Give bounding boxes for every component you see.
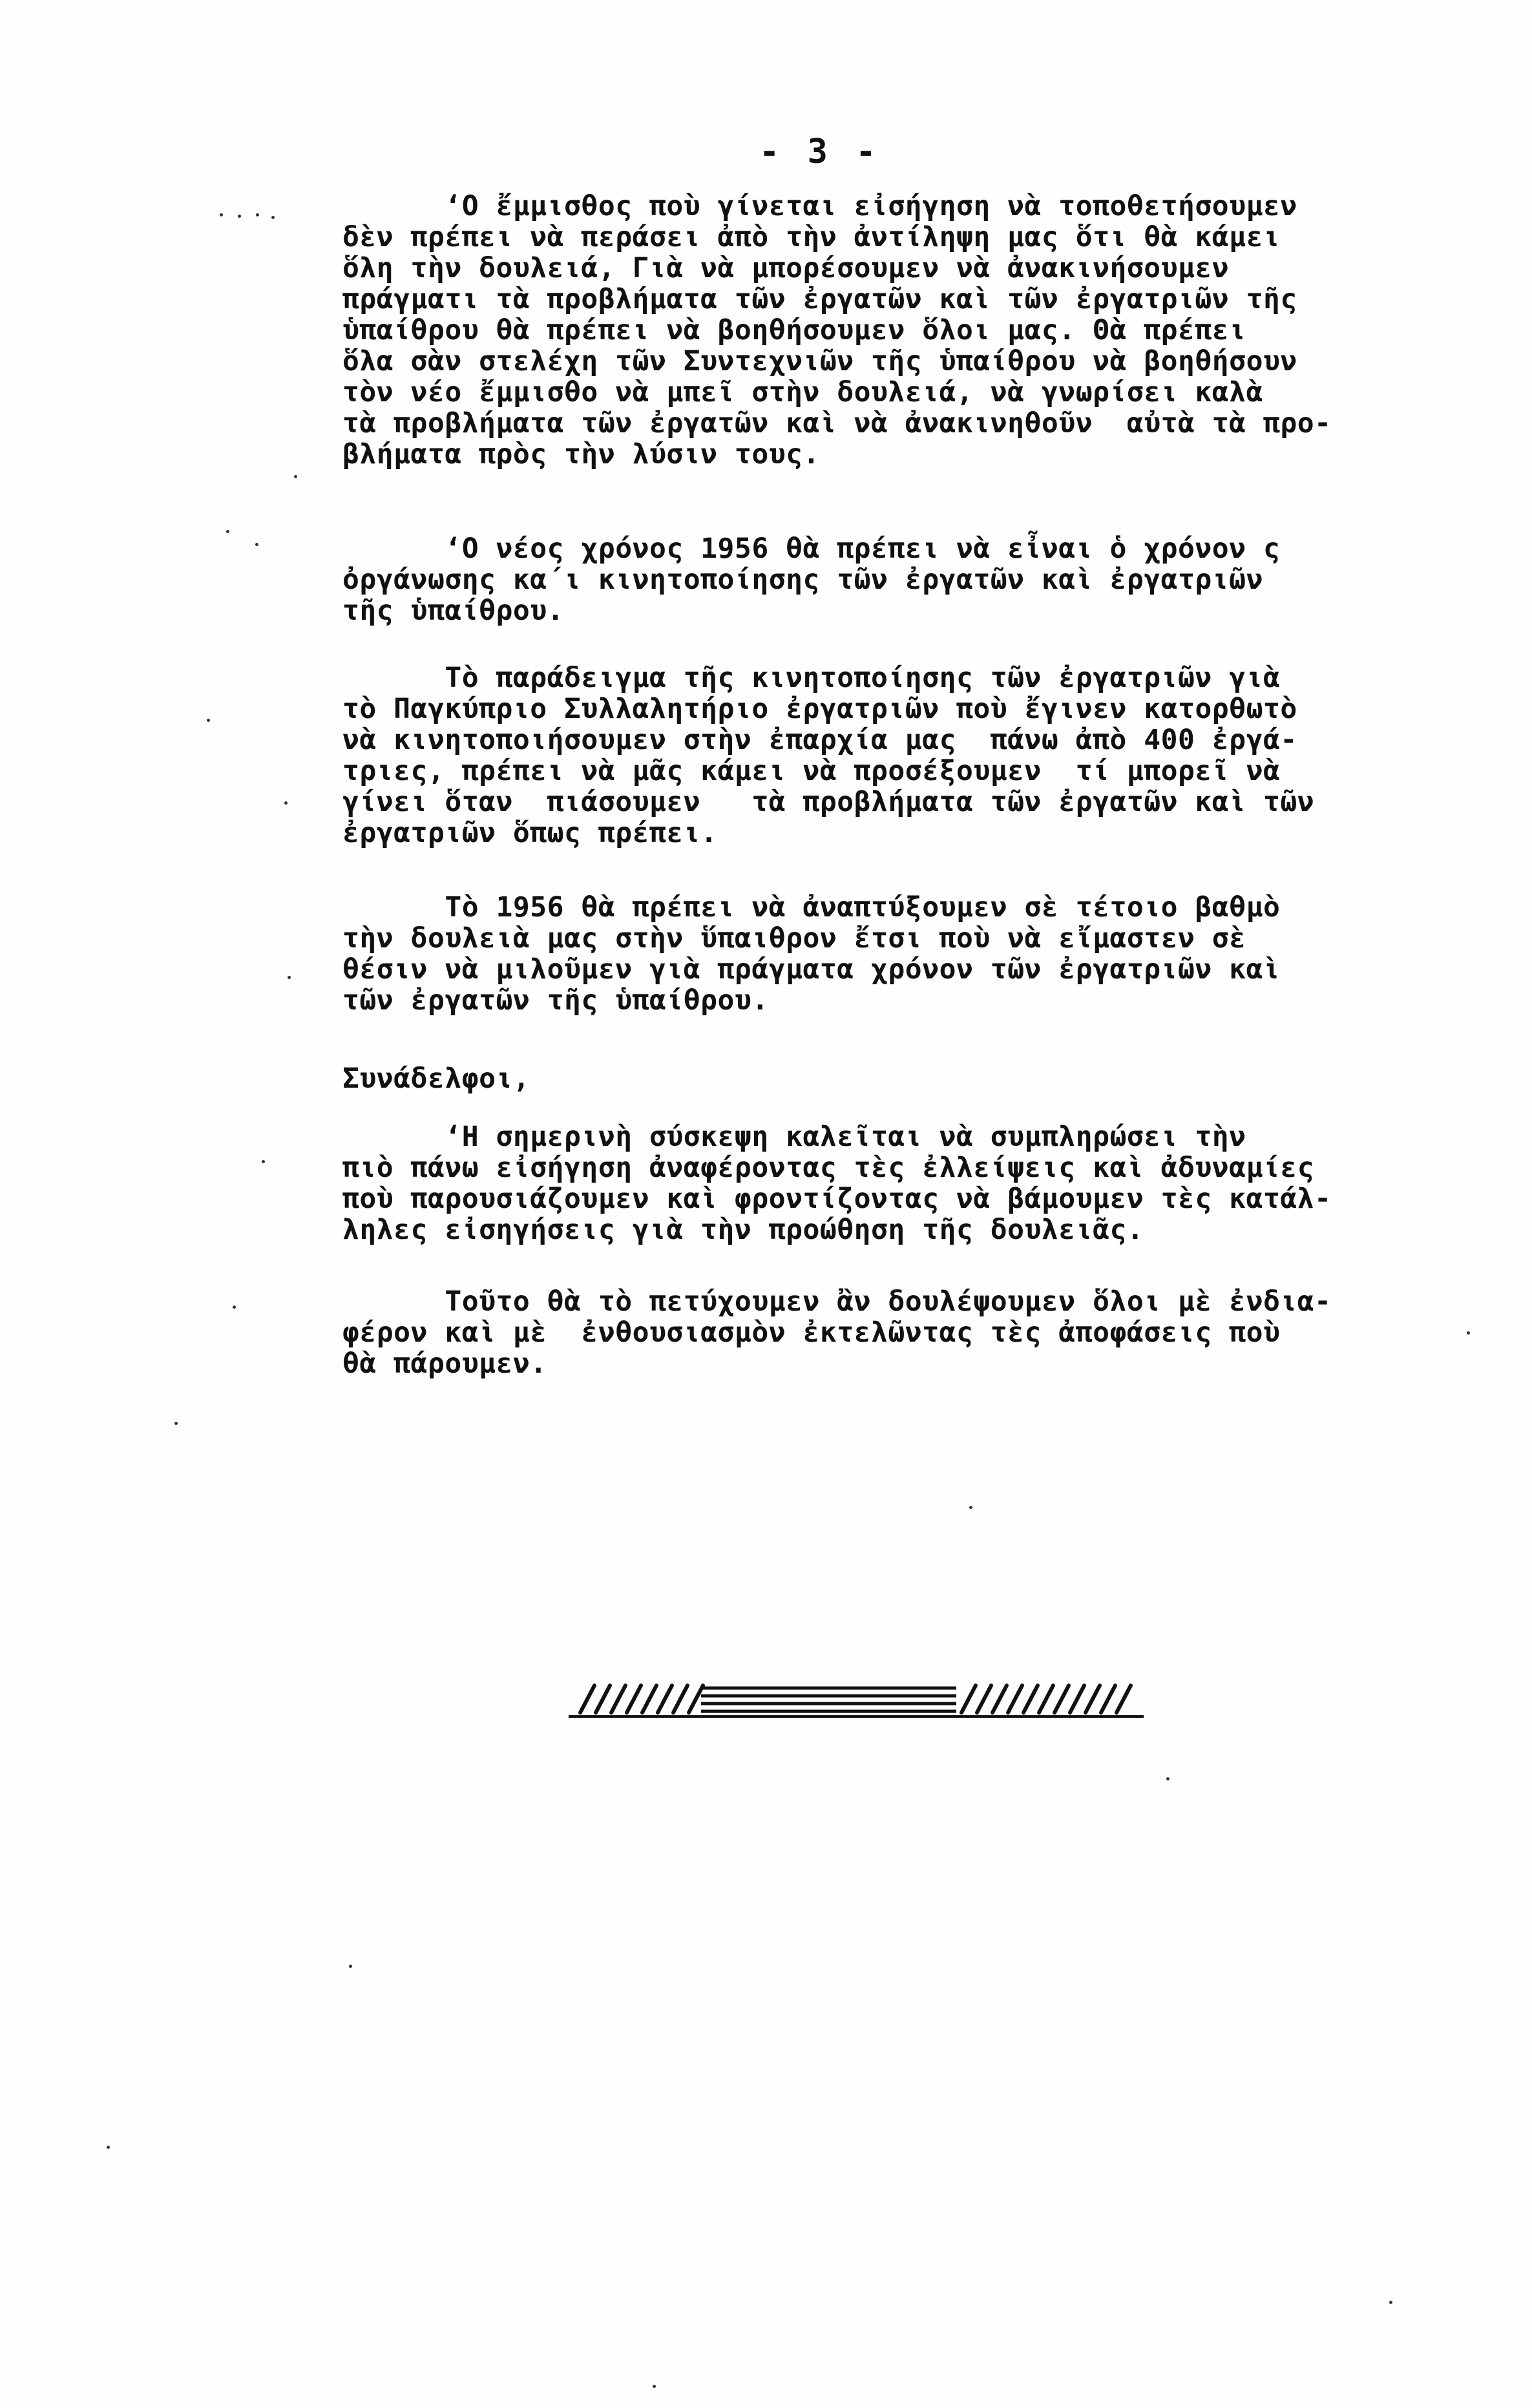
salutation: Συνάδελφοι, — [342, 1062, 530, 1095]
scan-speck — [653, 2385, 656, 2388]
scan-speck — [288, 976, 291, 979]
scan-speck — [226, 530, 229, 533]
scan-speck — [262, 1160, 265, 1163]
scan-speck — [207, 719, 210, 722]
scan-speck — [1467, 1331, 1470, 1335]
scan-speck — [238, 215, 241, 218]
paragraph-new-salaried-officer: ‘Ο ἔμμισθος ποὺ γίνεται εἰσήγηση νὰ τοποθετήσουμεν δὲν πρέπει νὰ περάσει ἀπὸ τὴν ἀντίληψη μας ὅτι θὰ κάμει ὅλη τὴν δουλειά, Γιὰ νὰ μπορέσουμεν νὰ ἀνακινήσουμεν πράγματι τὰ προβλήματα τῶν ἐργατῶν καὶ τῶν ἐργατριῶν τῆς ὑπαίθρου θὰ πρέπει νὰ βοηθήσουμεν ὅλοι μας. Θὰ πρέπει ὅλα σὰν στελέχη τῶν Συντεχνιῶν τῆς ὑπαίθρου νὰ βοηθήσουν τὸν νέο ἔμμισθο νὰ μπεῖ στὴν δουλειά, νὰ γνωρίσει καλὰ τὰ προβλήματα τῶν ἐργατῶν καὶ νὰ ἀνακινηθοῦν αὐτὰ τὰ προ- βλήματα πρὸς τὴν λύσιν τους. — [342, 190, 1332, 470]
scan-speck — [107, 2146, 110, 2149]
scan-speck — [1389, 2301, 1392, 2304]
scan-speck — [271, 216, 275, 219]
scan-speck — [255, 543, 258, 546]
page-number: - 3 - — [759, 132, 880, 171]
scan-speck — [284, 801, 288, 805]
paragraph-mobilisation-example: Τὸ παράδειγμα τῆς κινητοποίησης τῶν ἐργατριῶν γιὰ τὸ Παγκύπριο Συλλαλητήριο ἐργατριῶν ποὺ ἔγινεν κατορθωτὸ νὰ κινητοποιήσουμεν στὴν ἐπαρχία μας πάνω ἀπὸ 400 ἐργά- τριες, πρέπει νὰ μᾶς κάμει νὰ προσέξουμεν τί μπορεῖ νὰ γίνει ὅταν πιάσουμεν τὰ προβλήματα τῶν ἐργατῶν καὶ τῶν ἐργατριῶν ὅπως πρέπει. — [342, 662, 1315, 849]
scan-speck — [969, 1506, 972, 1509]
scan-speck — [1166, 1777, 1170, 1780]
paragraph-year-1956-organisation: ‘Ο νέος χρόνος 1956 θὰ πρέπει νὰ εἶναι ὁ χρόνον ς ὀργάνωσης κα΄ι κινητοποίησης τῶν ἐργατῶν καὶ ἐργατριῶν τῆς ὑπαίθρου. — [342, 533, 1281, 627]
scan-speck — [220, 213, 223, 217]
scan-speck — [256, 213, 259, 217]
paragraph-closing: Τοῦτο θὰ τὸ πετύχουμεν ἂν δουλέψουμεν ὅλοι μὲ ἐνδια- φέρον καὶ μὲ ἐνθουσιασμὸν ἐκτελῶντας τὲς ἀποφάσεις ποὺ θὰ πάρουμεν. — [342, 1285, 1332, 1380]
scan-speck — [174, 1422, 178, 1425]
scan-speck — [233, 1305, 236, 1309]
scan-speck — [349, 1965, 352, 1968]
paragraph-todays-meeting: ‘Η σημερινὴ σύσκεψη καλεῖται νὰ συμπληρώσει τὴν πιὸ πάνω εἰσήγηση ἀναφέροντας τὲς ἐλλείψεις καὶ ἀδυναμίες ποὺ παρουσιάζουμεν καὶ φροντίζοντας νὰ βάμουμεν τὲς κατάλ- ληλες εἰσηγήσεις γιὰ τὴν προώθηση τῆς δουλειᾶς. — [342, 1121, 1332, 1246]
scan-speck — [294, 475, 297, 478]
paragraph-develop-work-1956: Τὸ 1956 θὰ πρέπει νὰ ἀναπτύξουμεν σὲ τέτοιο βαθμὸ τὴν δουλειὰ μας στὴν ὕπαιθρον ἔτσι ποὺ νὰ εἴμαστεν σὲ θέσιν νὰ μιλοῦμεν γιὰ πράγματα χρόνον τῶν ἐργατριῶν καὶ τῶν ἐργατῶν τῆς ὑπαίθρου. — [342, 891, 1281, 1017]
end-separator-mark — [569, 1680, 1144, 1720]
